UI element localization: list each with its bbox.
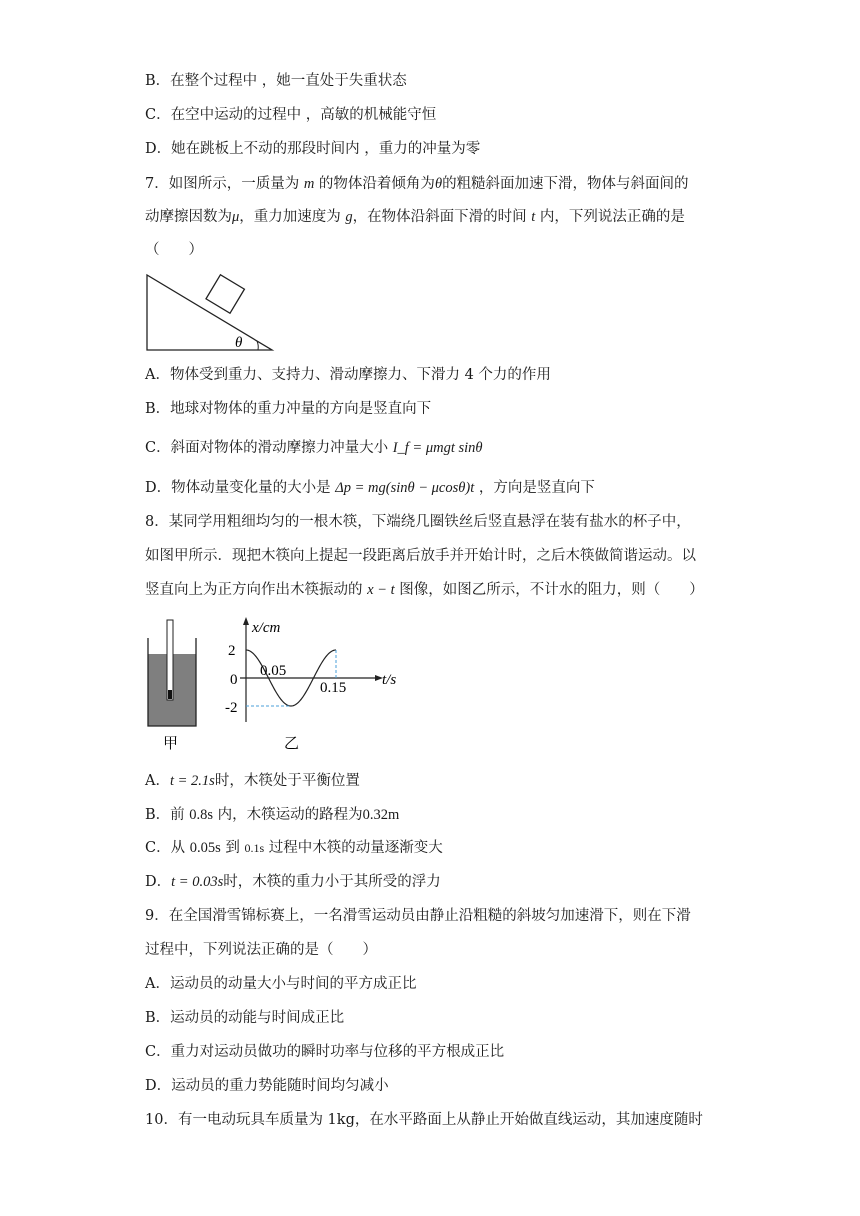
x-tick-015: 0.15 <box>320 680 347 696</box>
q8-option-b: B．前 0.8s 内，木筷运动的路程为0.32m <box>145 807 400 823</box>
y-tick-neg2: -2 <box>225 700 238 716</box>
q7-stem-line3: （ ） <box>145 242 203 258</box>
q7-option-b: B．地球对物体的重力冲量的方向是竖直向下 <box>145 401 432 417</box>
q7-option-a: A．物体受到重力、支持力、滑动摩擦力、下滑力 4 个力的作用 <box>145 367 551 383</box>
figure-label-jia: 甲 <box>163 736 179 752</box>
q8-option-c: C．从 0.05s 到 0.1s 过程中木筷的动量逐渐变大 <box>145 840 443 856</box>
q9-option-a: A．运动员的动量大小与时间的平方成正比 <box>145 976 417 992</box>
q7-option-d: D．物体动量变化量的大小是 Δp = mg(sinθ − μcosθ)t ，方向是竖直向下 <box>145 480 595 496</box>
q9-option-b: B．运动员的动能与时间成正比 <box>145 1010 345 1026</box>
x-tick-005: 0.05 <box>260 663 287 679</box>
q6-option-c: C．在空中运动的过程中 ，高敏的机械能守恒 <box>145 107 437 123</box>
theta-label: θ <box>235 335 243 351</box>
oscillation-graph <box>220 614 410 754</box>
q8-option-a: A．t = 2.1s时，木筷处于平衡位置 <box>145 773 360 789</box>
figure-label-yi: 乙 <box>284 736 300 752</box>
q8-option-d: D．t = 0.03s时，木筷的重力小于其所受的浮力 <box>145 874 441 890</box>
q9-stem-line1: 9．在全国滑雪锦标赛上，一名滑雪运动员由静止沿粗糙的斜坡匀加速滑下，则在下滑 <box>145 908 691 924</box>
q6-option-b: B．在整个过程中 ，她一直处于失重状态 <box>145 73 407 89</box>
q7-stem-line1: 7．如图所示，一质量为 m 的物体沿着倾角为θ的粗糙斜面加速下滑，物体与斜面间的 <box>145 176 689 192</box>
q6-option-d: D．她在跳板上不动的那段时间内 ，重力的冲量为零 <box>145 141 481 157</box>
q9-stem-line2: 过程中，下列说法正确的是（ ） <box>145 942 377 958</box>
q8-stem-line2: 如图甲所示．现把木筷向上提起一段距离后放手并开始计时，之后木筷做简谐运动。以 <box>145 548 696 564</box>
q10-stem-line1: 10．有一电动玩具车质量为 1kg，在水平路面上从静止开始做直线运动，其加速度随时 <box>145 1112 703 1128</box>
x-axis-label: t/s <box>382 672 397 688</box>
y-tick-2: 2 <box>228 643 236 659</box>
incline-figure <box>145 272 275 352</box>
beaker-figure <box>145 614 205 754</box>
q7-option-c: C．斜面对物体的滑动摩擦力冲量大小 I_f = μmgt sinθ <box>145 440 483 456</box>
y-axis-label: x/cm <box>252 620 281 636</box>
q9-option-c: C．重力对运动员做功的瞬时功率与位移的平方根成正比 <box>145 1044 505 1060</box>
q7-stem-line2: 动摩擦因数为μ，重力加速度为 g，在物体沿斜面下滑的时间 t 内，下列说法正确的是 <box>145 209 685 225</box>
y-tick-0: 0 <box>230 672 238 688</box>
q8-stem-line1: 8．某同学用粗细均匀的一根木筷，下端绕几圈铁丝后竖直悬浮在装有盐水的杯子中， <box>145 514 691 530</box>
q8-stem-line3: 竖直向上为正方向作出木筷振动的 x − t 图像，如图乙所示，不计水的阻力，则（ ） <box>145 582 704 598</box>
q9-option-d: D．运动员的重力势能随时间均匀减小 <box>145 1078 389 1094</box>
